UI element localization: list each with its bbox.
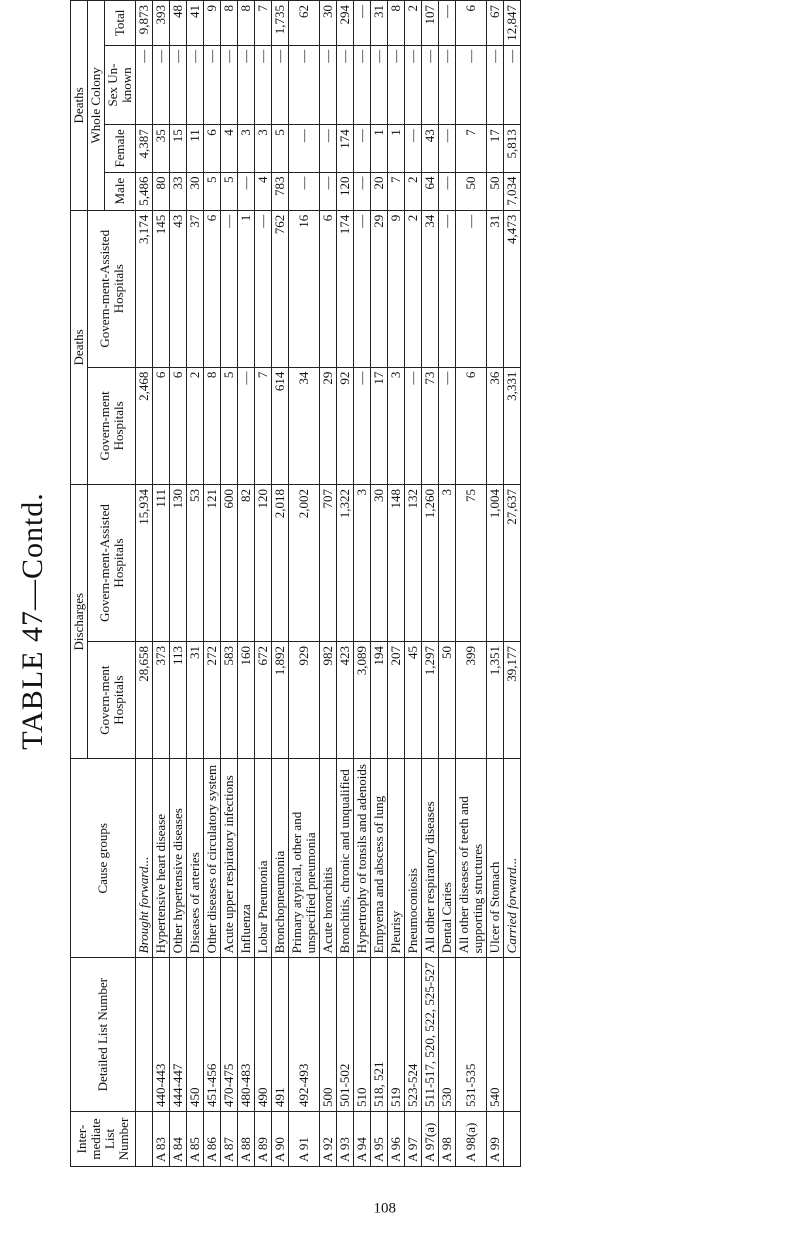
cell-intermediate-list: A 93 xyxy=(337,1112,354,1167)
cell-intermediate-list xyxy=(136,1112,153,1167)
table-row xyxy=(204,1,221,1167)
cell-discharges-gov: 1,892 xyxy=(272,641,289,758)
cell-detailed-list: 470-475 xyxy=(221,958,238,1112)
table-body xyxy=(136,1,521,1167)
cell-sex-unknown: — xyxy=(371,45,388,124)
cell-sex-unknown: — xyxy=(204,45,221,124)
cell-cause-group: Bronchitis, chronic and unqualified xyxy=(337,759,354,958)
cell-sex-unknown: — xyxy=(456,45,487,124)
cell-discharges-gov: 583 xyxy=(221,641,238,758)
table-row xyxy=(487,1,504,1167)
cell-detailed-list: 530 xyxy=(439,958,456,1112)
cell-discharges-assisted: 27,637 xyxy=(504,485,521,642)
cell-male: — xyxy=(439,172,456,210)
cell-deaths-gov: 3,331 xyxy=(504,367,521,484)
cell-discharges-assisted: 30 xyxy=(371,485,388,642)
cell-deaths-gov: 614 xyxy=(272,367,289,484)
cell-discharges-gov: 423 xyxy=(337,641,354,758)
cell-male: 80 xyxy=(153,172,170,210)
cell-male: 5 xyxy=(221,172,238,210)
cell-deaths-assisted: 1 xyxy=(238,210,255,367)
table-row xyxy=(337,1,354,1167)
header-deaths-whole: Deaths xyxy=(71,1,88,211)
cell-sex-unknown: — xyxy=(238,45,255,124)
table-row xyxy=(422,1,439,1167)
header-detailed-list: Detailed List Number xyxy=(71,958,136,1112)
cell-deaths-assisted: 43 xyxy=(170,210,187,367)
cell-discharges-assisted: 3 xyxy=(439,485,456,642)
cell-discharges-gov: 28,658 xyxy=(136,641,153,758)
cell-intermediate-list: A 85 xyxy=(187,1112,204,1167)
cell-detailed-list: 510 xyxy=(354,958,371,1112)
cell-discharges-gov: 982 xyxy=(320,641,337,758)
cell-deaths-gov: 73 xyxy=(422,367,439,484)
cell-deaths-assisted: 9 xyxy=(388,210,405,367)
table-row xyxy=(405,1,422,1167)
cell-female: 11 xyxy=(187,125,204,172)
table-row xyxy=(456,1,487,1167)
cell-discharges-gov: 50 xyxy=(439,641,456,758)
cell-deaths-gov: — xyxy=(238,367,255,484)
cell-total: 8 xyxy=(388,1,405,46)
cell-intermediate-list: A 83 xyxy=(153,1112,170,1167)
table-row xyxy=(354,1,371,1167)
cell-discharges-gov: 272 xyxy=(204,641,221,758)
cell-discharges-assisted: 132 xyxy=(405,485,422,642)
cell-male: — xyxy=(238,172,255,210)
header-total: Total xyxy=(105,1,136,46)
cell-detailed-list: 531-535 xyxy=(456,958,487,1112)
cell-sex-unknown: — xyxy=(136,45,153,124)
cell-deaths-gov: 2 xyxy=(187,367,204,484)
table-row xyxy=(439,1,456,1167)
cell-cause-group: Primary atypical, other and unspecified pneumonia xyxy=(289,759,320,958)
header-deaths: Deaths xyxy=(71,210,88,484)
cell-intermediate-list: A 88 xyxy=(238,1112,255,1167)
cell-discharges-gov: 1,297 xyxy=(422,641,439,758)
cell-detailed-list: 450 xyxy=(187,958,204,1112)
cell-intermediate-list: A 89 xyxy=(255,1112,272,1167)
cell-total: 7 xyxy=(255,1,272,46)
cell-sex-unknown: — xyxy=(337,45,354,124)
cell-detailed-list: 480-483 xyxy=(238,958,255,1112)
cell-deaths-gov: 6 xyxy=(153,367,170,484)
cell-deaths-gov: — xyxy=(354,367,371,484)
cell-male: 64 xyxy=(422,172,439,210)
cell-total: 67 xyxy=(487,1,504,46)
cell-total: 31 xyxy=(371,1,388,46)
cell-discharges-gov: 194 xyxy=(371,641,388,758)
table-row xyxy=(136,1,153,1167)
cell-deaths-gov: 6 xyxy=(456,367,487,484)
cell-deaths-gov: 8 xyxy=(204,367,221,484)
cell-sex-unknown: — xyxy=(439,45,456,124)
cell-detailed-list: 451-456 xyxy=(204,958,221,1112)
cell-female: 174 xyxy=(337,125,354,172)
cell-female: 17 xyxy=(487,125,504,172)
cell-deaths-assisted: 145 xyxy=(153,210,170,367)
cell-intermediate-list: A 90 xyxy=(272,1112,289,1167)
cell-female: 5,813 xyxy=(504,125,521,172)
cell-total: 2 xyxy=(405,1,422,46)
cell-intermediate-list: A 96 xyxy=(388,1112,405,1167)
cell-deaths-gov: — xyxy=(439,367,456,484)
cell-deaths-assisted: — xyxy=(221,210,238,367)
header-female: Female xyxy=(105,125,136,172)
cell-cause-group: Carried forward... xyxy=(504,759,521,958)
cell-discharges-assisted: 148 xyxy=(388,485,405,642)
cell-discharges-gov: 929 xyxy=(289,641,320,758)
cell-discharges-gov: 39,177 xyxy=(504,641,521,758)
table-row xyxy=(289,1,320,1167)
cell-intermediate-list: A 87 xyxy=(221,1112,238,1167)
cell-discharges-assisted: 1,004 xyxy=(487,485,504,642)
header-cause-groups: Cause groups xyxy=(71,759,136,958)
cell-female: — xyxy=(405,125,422,172)
cell-discharges-assisted: 121 xyxy=(204,485,221,642)
cell-total: 1,735 xyxy=(272,1,289,46)
cell-sex-unknown: — xyxy=(388,45,405,124)
cell-intermediate-list: A 92 xyxy=(320,1112,337,1167)
cell-discharges-assisted: 2,002 xyxy=(289,485,320,642)
cell-deaths-assisted: — xyxy=(456,210,487,367)
cell-discharges-gov: 3,089 xyxy=(354,641,371,758)
cell-female: — xyxy=(289,125,320,172)
cell-detailed-list: 523-524 xyxy=(405,958,422,1112)
cell-deaths-gov: 29 xyxy=(320,367,337,484)
cell-female: — xyxy=(439,125,456,172)
cell-female: 3 xyxy=(255,125,272,172)
cell-discharges-assisted: 707 xyxy=(320,485,337,642)
cell-female: 3 xyxy=(238,125,255,172)
cell-detailed-list: 444-447 xyxy=(170,958,187,1112)
cell-sex-unknown: — xyxy=(272,45,289,124)
cell-male: 33 xyxy=(170,172,187,210)
cell-female: 15 xyxy=(170,125,187,172)
cell-female: 4,387 xyxy=(136,125,153,172)
cell-discharges-assisted: 1,322 xyxy=(337,485,354,642)
cell-cause-group: All other respiratory diseases xyxy=(422,759,439,958)
cell-deaths-assisted: 34 xyxy=(422,210,439,367)
cell-deaths-assisted: 2 xyxy=(405,210,422,367)
cell-discharges-assisted: 53 xyxy=(187,485,204,642)
cell-total: 9,873 xyxy=(136,1,153,46)
cell-cause-group: Pleurisy xyxy=(388,759,405,958)
cell-sex-unknown: — xyxy=(354,45,371,124)
header-discharges: Discharges xyxy=(71,485,88,759)
cell-female: 7 xyxy=(456,125,487,172)
cell-deaths-gov: 17 xyxy=(371,367,388,484)
cell-intermediate-list: A 99 xyxy=(487,1112,504,1167)
cell-deaths-assisted: 16 xyxy=(289,210,320,367)
page-number: 108 xyxy=(373,1200,396,1217)
cell-intermediate-list: A 86 xyxy=(204,1112,221,1167)
cell-discharges-gov: 207 xyxy=(388,641,405,758)
cell-deaths-gov: 34 xyxy=(289,367,320,484)
cell-total: 30 xyxy=(320,1,337,46)
cell-deaths-gov: — xyxy=(405,367,422,484)
header-male: Male xyxy=(105,172,136,210)
cell-sex-unknown: — xyxy=(221,45,238,124)
cell-intermediate-list: A 98 xyxy=(439,1112,456,1167)
table-row xyxy=(504,1,521,1167)
cell-male: 50 xyxy=(456,172,487,210)
cell-intermediate-list: A 97 xyxy=(405,1112,422,1167)
cell-sex-unknown: — xyxy=(487,45,504,124)
cell-intermediate-list: A 94 xyxy=(354,1112,371,1167)
cell-discharges-assisted: 15,934 xyxy=(136,485,153,642)
cell-discharges-assisted: 111 xyxy=(153,485,170,642)
cell-intermediate-list: A 97(a) xyxy=(422,1112,439,1167)
cell-deaths-gov: 3 xyxy=(388,367,405,484)
cell-male: 20 xyxy=(371,172,388,210)
cell-total: 12,847 xyxy=(504,1,521,46)
cell-cause-group: Other diseases of circulatory system xyxy=(204,759,221,958)
cell-female: 1 xyxy=(371,125,388,172)
cell-discharges-assisted: 2,018 xyxy=(272,485,289,642)
cell-discharges-gov: 672 xyxy=(255,641,272,758)
cell-male: 4 xyxy=(255,172,272,210)
cell-female: — xyxy=(354,125,371,172)
cell-male: 7,034 xyxy=(504,172,521,210)
cell-intermediate-list: A 98(a) xyxy=(456,1112,487,1167)
cell-discharges-assisted: 120 xyxy=(255,485,272,642)
cell-cause-group: Acute upper respiratory infections xyxy=(221,759,238,958)
cell-deaths-assisted: 31 xyxy=(487,210,504,367)
cell-cause-group: Other hypertensive diseases xyxy=(170,759,187,958)
cell-female: 1 xyxy=(388,125,405,172)
cell-intermediate-list xyxy=(504,1112,521,1167)
cell-discharges-gov: 373 xyxy=(153,641,170,758)
cell-detailed-list: 440-443 xyxy=(153,958,170,1112)
cell-male: 5 xyxy=(204,172,221,210)
cell-total: 107 xyxy=(422,1,439,46)
cell-male: — xyxy=(289,172,320,210)
cell-discharges-assisted: 75 xyxy=(456,485,487,642)
cell-deaths-gov: 2,468 xyxy=(136,367,153,484)
cell-detailed-list: 501-502 xyxy=(337,958,354,1112)
cell-female: 5 xyxy=(272,125,289,172)
cell-cause-group: Influenza xyxy=(238,759,255,958)
cell-cause-group: Hypertrophy of tonsils and adenoids xyxy=(354,759,371,958)
cell-deaths-assisted: 37 xyxy=(187,210,204,367)
cell-intermediate-list: A 84 xyxy=(170,1112,187,1167)
cell-total: 6 xyxy=(456,1,487,46)
cell-deaths-assisted: 6 xyxy=(204,210,221,367)
cell-detailed-list: 511-517, 520, 522, 525-527 xyxy=(422,958,439,1112)
cell-total: 393 xyxy=(153,1,170,46)
cell-male: 120 xyxy=(337,172,354,210)
table-row xyxy=(255,1,272,1167)
cell-cause-group: Hypertensive heart disease xyxy=(153,759,170,958)
cell-deaths-assisted: 4,473 xyxy=(504,210,521,367)
cell-discharges-assisted: 600 xyxy=(221,485,238,642)
cell-detailed-list: 540 xyxy=(487,958,504,1112)
cell-total: 8 xyxy=(221,1,238,46)
cell-detailed-list: 519 xyxy=(388,958,405,1112)
cell-male: — xyxy=(354,172,371,210)
cell-deaths-gov: 5 xyxy=(221,367,238,484)
cell-cause-group: Bronchopneumonia xyxy=(272,759,289,958)
table-row xyxy=(187,1,204,1167)
cell-total: — xyxy=(439,1,456,46)
cell-sex-unknown: — xyxy=(153,45,170,124)
cell-sex-unknown: — xyxy=(320,45,337,124)
cell-deaths-gov: 92 xyxy=(337,367,354,484)
cell-deaths-assisted: — xyxy=(255,210,272,367)
cell-deaths-assisted: 174 xyxy=(337,210,354,367)
cell-sex-unknown: — xyxy=(405,45,422,124)
table-row xyxy=(320,1,337,1167)
cell-male: 783 xyxy=(272,172,289,210)
cell-discharges-gov: 31 xyxy=(187,641,204,758)
header-sex-unknown: Sex Un-known xyxy=(105,45,136,124)
cell-female: 4 xyxy=(221,125,238,172)
cell-detailed-list: 500 xyxy=(320,958,337,1112)
cell-total: 9 xyxy=(204,1,221,46)
cell-cause-group: Dental Caries xyxy=(439,759,456,958)
cell-cause-group: Lobar Pneumonia xyxy=(255,759,272,958)
cell-deaths-assisted: 762 xyxy=(272,210,289,367)
cell-male: 30 xyxy=(187,172,204,210)
cell-male: 2 xyxy=(405,172,422,210)
cell-detailed-list: 492-493 xyxy=(289,958,320,1112)
cell-discharges-assisted: 130 xyxy=(170,485,187,642)
cell-intermediate-list: A 95 xyxy=(371,1112,388,1167)
cell-male: — xyxy=(320,172,337,210)
cell-cause-group: All other diseases of teeth and supporting structures xyxy=(456,759,487,958)
cell-female: — xyxy=(320,125,337,172)
cell-total: 62 xyxy=(289,1,320,46)
table-row xyxy=(272,1,289,1167)
cell-detailed-list: 518, 521 xyxy=(371,958,388,1112)
cell-male: 7 xyxy=(388,172,405,210)
table-row xyxy=(388,1,405,1167)
header-discharges-assisted: Govern-ment-Assisted Hospitals xyxy=(88,485,136,642)
cell-discharges-assisted: 3 xyxy=(354,485,371,642)
statistics-table xyxy=(70,0,521,1167)
cell-discharges-gov: 399 xyxy=(456,641,487,758)
cell-deaths-gov: 7 xyxy=(255,367,272,484)
table-row xyxy=(170,1,187,1167)
table-row xyxy=(153,1,170,1167)
cell-cause-group: Pneumoconiosis xyxy=(405,759,422,958)
cell-cause-group: Diseases of arteries xyxy=(187,759,204,958)
cell-cause-group: Acute bronchitis xyxy=(320,759,337,958)
cell-total: — xyxy=(354,1,371,46)
cell-discharges-gov: 1,351 xyxy=(487,641,504,758)
cell-detailed-list: 490 xyxy=(255,958,272,1112)
cell-cause-group: Empyema and abscess of lung xyxy=(371,759,388,958)
cell-sex-unknown: — xyxy=(255,45,272,124)
cell-cause-group: Ulcer of Stomach xyxy=(487,759,504,958)
cell-discharges-gov: 45 xyxy=(405,641,422,758)
cell-female: 35 xyxy=(153,125,170,172)
cell-deaths-assisted: 3,174 xyxy=(136,210,153,367)
table-row xyxy=(238,1,255,1167)
cell-detailed-list: 491 xyxy=(272,958,289,1112)
header-discharges-gov: Govern-ment Hospitals xyxy=(88,641,136,758)
cell-female: 43 xyxy=(422,125,439,172)
header-deaths-assisted: Govern-ment-Assisted Hospitals xyxy=(88,210,136,367)
cell-discharges-assisted: 82 xyxy=(238,485,255,642)
cell-deaths-gov: 6 xyxy=(170,367,187,484)
table-row xyxy=(221,1,238,1167)
cell-total: 41 xyxy=(187,1,204,46)
cell-sex-unknown: — xyxy=(504,45,521,124)
page-title: TABLE 47—Contd. xyxy=(16,492,49,750)
cell-deaths-assisted: — xyxy=(354,210,371,367)
cell-discharges-gov: 160 xyxy=(238,641,255,758)
cell-total: 8 xyxy=(238,1,255,46)
cell-sex-unknown: — xyxy=(422,45,439,124)
cell-sex-unknown: — xyxy=(170,45,187,124)
cell-cause-group: Brought forward... xyxy=(136,759,153,958)
cell-deaths-assisted: 29 xyxy=(371,210,388,367)
table-row xyxy=(371,1,388,1167)
cell-sex-unknown: — xyxy=(289,45,320,124)
cell-deaths-assisted: 6 xyxy=(320,210,337,367)
cell-sex-unknown: — xyxy=(187,45,204,124)
cell-discharges-assisted: 1,260 xyxy=(422,485,439,642)
cell-detailed-list xyxy=(136,958,153,1112)
cell-male: 5,486 xyxy=(136,172,153,210)
cell-male: 50 xyxy=(487,172,504,210)
cell-total: 294 xyxy=(337,1,354,46)
cell-intermediate-list: A 91 xyxy=(289,1112,320,1167)
cell-total: 48 xyxy=(170,1,187,46)
cell-female: 6 xyxy=(204,125,221,172)
header-intermediate-list: Inter-mediate List Number xyxy=(71,1112,136,1167)
cell-discharges-gov: 113 xyxy=(170,641,187,758)
cell-deaths-gov: 36 xyxy=(487,367,504,484)
cell-detailed-list xyxy=(504,958,521,1112)
header-deaths-gov: Govern-ment Hospitals xyxy=(88,367,136,484)
header-whole-colony: Whole Colony xyxy=(88,1,105,211)
cell-deaths-assisted: — xyxy=(439,210,456,367)
